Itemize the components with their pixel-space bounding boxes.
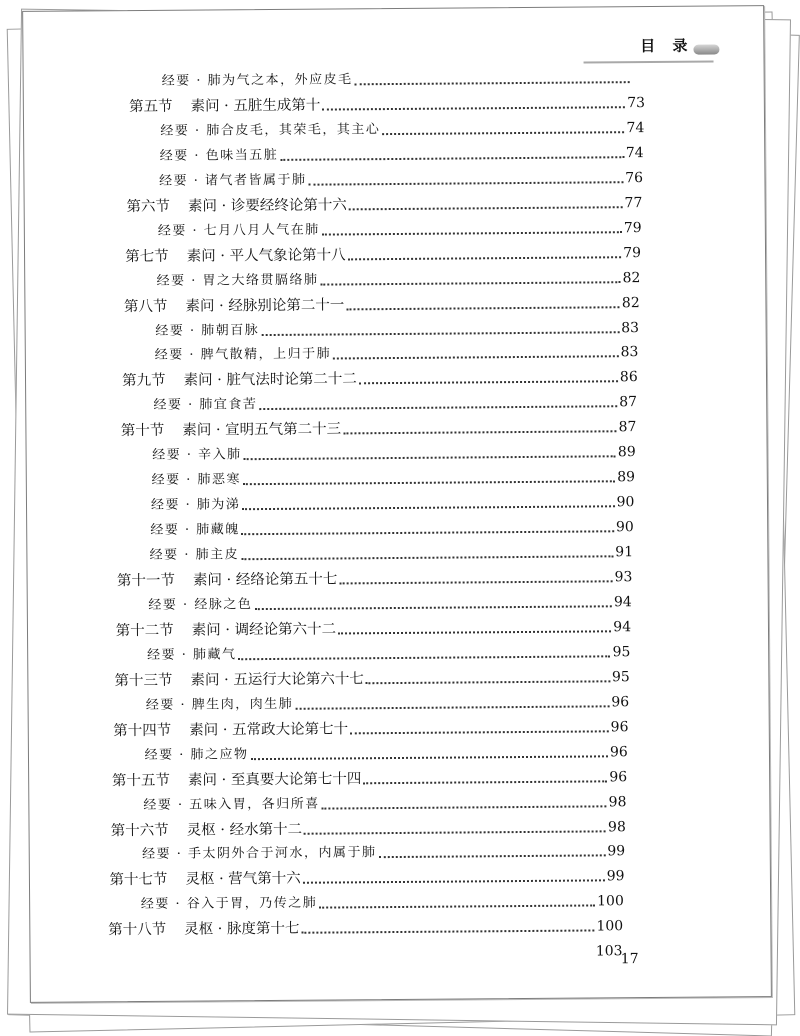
toc-title: 经要 · 诸气者皆属于肺 <box>159 172 307 188</box>
toc-section-number: 第十六节 <box>111 822 169 838</box>
toc-page-number: 83 <box>620 344 638 362</box>
running-header-title: 目 录 <box>640 35 693 56</box>
toc-leader-dots <box>333 356 618 360</box>
toc-title: 灵枢 · 经水第十二 <box>187 821 302 838</box>
toc-entry-row <box>144 737 627 765</box>
toc-page-number: 99 <box>607 868 625 886</box>
toc-leader-dots <box>348 256 622 260</box>
toc-label <box>155 346 332 365</box>
toc-entry-row <box>151 462 635 490</box>
toc-label <box>126 196 346 216</box>
toc-entry-row <box>150 537 634 565</box>
toc-leader-dots <box>254 605 612 610</box>
toc-label <box>116 620 336 640</box>
toc-section-row <box>126 188 642 216</box>
toc-label <box>157 271 319 290</box>
toc-page-number: 90 <box>616 518 634 536</box>
toc-title: 经要 · 肺为气之本，外应皮毛 <box>162 72 353 88</box>
toc-label <box>152 446 242 465</box>
toc-page-number: 89 <box>618 443 636 461</box>
toc-title: 经要 · 手太阴外合于河水，内属于肺 <box>142 846 377 863</box>
toc-label <box>146 696 294 715</box>
header-ornament <box>693 44 719 54</box>
toc-section-row <box>121 412 637 440</box>
toc-section-number: 第十五节 <box>112 772 170 788</box>
toc-page-number: 83 <box>621 319 639 337</box>
toc-leader-dots <box>359 381 618 385</box>
toc-label <box>145 746 249 765</box>
toc-section-number: 第十三节 <box>114 673 172 689</box>
toc-title: 经要 · 五味入胃，各归所喜 <box>143 796 320 812</box>
toc-label <box>129 97 320 117</box>
toc-page-number: 77 <box>624 194 642 212</box>
toc-entry-row <box>139 936 622 964</box>
toc-entry-row <box>153 387 637 415</box>
table-of-contents <box>23 6 763 12</box>
toc-leader-dots <box>363 780 607 784</box>
toc-section-row <box>124 288 640 316</box>
toc-section-row <box>109 862 624 890</box>
toc-title: 素问 · 诊要经终论第十六 <box>188 197 347 214</box>
toc-label <box>162 71 353 90</box>
document-page <box>22 5 772 1003</box>
toc-leader-dots <box>350 730 609 734</box>
toc-title: 经要 · 肺之应物 <box>145 747 249 763</box>
toc-leader-dots <box>239 655 611 660</box>
toc-label <box>125 246 345 266</box>
toc-title: 经要 · 色味当五脏 <box>160 148 279 164</box>
toc-label <box>141 895 318 914</box>
toc-section-number: 第九节 <box>122 373 166 389</box>
toc-title: 素问 · 五脏生成第十 <box>190 98 320 115</box>
toc-entry-row <box>141 887 624 915</box>
toc-label <box>147 646 237 665</box>
toc-page-number: 96 <box>609 768 627 786</box>
toc-label <box>111 820 302 840</box>
toc-leader-dots <box>309 181 624 185</box>
toc-page-number: 100 <box>596 918 623 936</box>
toc-leader-dots <box>304 830 606 834</box>
toc-title: 经要 · 脾生肉，肉生肺 <box>146 697 294 713</box>
toc-leader-dots <box>243 480 615 485</box>
toc-title: 经要 · 肺藏魄 <box>150 522 240 538</box>
toc-section-row <box>116 612 632 640</box>
toc-section-row <box>113 712 628 740</box>
toc-leader-dots <box>244 456 616 461</box>
toc-entry-row <box>148 587 632 615</box>
toc-title: 经要 · 肺朝百脉 <box>155 323 259 339</box>
toc-leader-dots <box>382 131 624 135</box>
toc-title: 经要 · 肺恶寒 <box>151 472 241 488</box>
toc-section-number: 第五节 <box>129 99 173 115</box>
toc-entry-row <box>162 63 646 91</box>
toc-page-number: 98 <box>608 818 626 836</box>
toc-title: 灵枢 · 脉度第十七 <box>184 921 299 938</box>
toc-section-number: 第六节 <box>126 199 170 215</box>
toc-section-row <box>114 662 629 690</box>
toc-page-number: 73 <box>627 94 645 112</box>
toc-entry-row <box>155 313 639 341</box>
toc-leader-dots <box>339 580 612 584</box>
toc-section-row <box>108 912 623 940</box>
toc-title: 素问 · 脏气法时论第二十二 <box>184 372 357 389</box>
toc-title: 素问 · 五运行大论第六十七 <box>190 671 363 688</box>
toc-leader-dots <box>242 505 614 510</box>
toc-page-number: 100 <box>597 893 624 911</box>
toc-page-number: 79 <box>623 244 641 262</box>
toc-title: 素问 · 五常政大论第七十 <box>189 721 348 738</box>
toc-entry-row <box>152 437 636 465</box>
toc-label <box>122 371 357 391</box>
toc-label <box>151 471 241 490</box>
toc-page-number: 74 <box>626 119 644 137</box>
toc-label <box>124 296 344 316</box>
toc-entry-row <box>160 138 644 166</box>
toc-entry-row <box>143 787 626 815</box>
toc-title: 经要 · 七月八月人气在肺 <box>158 222 320 238</box>
toc-entry-row <box>156 263 640 291</box>
toc-leader-dots <box>338 630 611 634</box>
toc-page-number: 93 <box>615 568 633 586</box>
toc-leader-dots <box>295 705 609 709</box>
toc-title: 经要 · 肺为涕 <box>151 497 241 513</box>
toc-title: 经要 · 肺宜食苦 <box>153 397 257 413</box>
toc-leader-dots <box>303 880 605 884</box>
toc-section-row <box>129 88 645 116</box>
toc-title: 经要 · 经脉之色 <box>148 597 252 613</box>
toc-label <box>150 546 240 565</box>
toc-page-number: 103 <box>596 942 623 960</box>
toc-section-row <box>117 562 633 590</box>
toc-entry-row <box>160 113 644 141</box>
toc-label <box>151 496 241 515</box>
toc-leader-dots <box>242 530 614 535</box>
toc-entry-row <box>150 512 634 540</box>
toc-page-number: 87 <box>619 393 637 411</box>
toc-title: 素问 · 平人气象论第十八 <box>187 247 346 264</box>
toc-label <box>159 171 307 190</box>
toc-title: 经要 · 谷入于胃，乃传之肺 <box>141 896 318 912</box>
toc-section-number: 第十一节 <box>117 573 175 589</box>
toc-label <box>160 147 279 166</box>
toc-leader-dots <box>346 306 620 310</box>
toc-page-number: 82 <box>622 294 640 312</box>
toc-leader-dots <box>259 406 617 411</box>
toc-page-number: 96 <box>611 718 629 736</box>
toc-entry-row <box>142 837 625 865</box>
toc-leader-dots <box>322 805 607 809</box>
toc-label <box>112 770 361 790</box>
toc-entry-row <box>147 637 631 665</box>
toc-entry-row <box>158 213 642 241</box>
toc-leader-dots <box>355 81 630 85</box>
toc-section-number: 第十八节 <box>108 922 166 938</box>
toc-page-number: 74 <box>626 144 644 162</box>
toc-label <box>153 396 257 415</box>
toc-section-number: 第十四节 <box>113 722 171 738</box>
toc-page-number: 76 <box>625 169 643 187</box>
toc-page-number: 98 <box>609 793 627 811</box>
toc-title: 经要 · 胃之大络贯膈络肺 <box>157 272 319 288</box>
toc-page-number: 86 <box>620 368 638 386</box>
toc-title: 经要 · 肺主皮 <box>150 547 240 563</box>
toc-leader-dots <box>349 206 623 210</box>
toc-section-number: 第八节 <box>124 298 168 314</box>
toc-section-number: 第十二节 <box>116 623 174 639</box>
toc-page-number: 95 <box>612 668 630 686</box>
toc-page-number: 90 <box>617 493 635 511</box>
toc-section-row <box>111 812 626 840</box>
toc-title: 素问 · 经脉别论第二十一 <box>185 297 344 314</box>
toc-leader-dots <box>280 156 624 161</box>
toc-label <box>121 421 341 441</box>
toc-leader-dots <box>241 555 613 560</box>
toc-section-number: 第七节 <box>125 248 169 264</box>
page-number: 17 <box>621 951 639 967</box>
toc-page-number: 94 <box>614 593 632 611</box>
toc-title: 素问 · 宣明五气第二十三 <box>182 422 341 439</box>
toc-page-number: 87 <box>618 418 636 436</box>
toc-leader-dots <box>322 231 622 235</box>
toc-section-row <box>112 762 627 790</box>
toc-title: 素问 · 至真要大论第七十四 <box>188 771 361 788</box>
toc-title: 经要 · 辛入肺 <box>152 447 242 463</box>
toc-page-number: 99 <box>607 843 625 861</box>
toc-section-number: 第十节 <box>121 423 165 439</box>
toc-page-number: 91 <box>615 543 633 561</box>
toc-page-number: 79 <box>624 219 642 237</box>
toc-title: 经要 · 肺藏气 <box>147 647 237 663</box>
toc-label <box>160 121 380 141</box>
toc-label <box>108 920 299 940</box>
toc-leader-dots <box>366 680 610 684</box>
toc-section-number: 第十七节 <box>109 872 167 888</box>
toc-entry-row <box>159 163 643 191</box>
toc-section-row <box>125 238 641 266</box>
toc-section-row <box>122 362 638 390</box>
toc-label <box>142 845 377 865</box>
toc-page-number: 82 <box>622 269 640 287</box>
toc-title: 素问 · 调经论第六十二 <box>192 621 336 638</box>
toc-title: 灵枢 · 营气第十六 <box>185 871 300 888</box>
toc-entry-row <box>151 487 635 515</box>
toc-label <box>148 596 252 615</box>
toc-label <box>150 521 240 540</box>
toc-page-number: 89 <box>617 468 635 486</box>
toc-title: 经要 · 肺合皮毛，其荣毛，其主心 <box>160 122 380 139</box>
toc-leader-dots <box>319 905 595 909</box>
toc-label <box>155 322 259 341</box>
toc-label <box>109 870 300 890</box>
toc-label <box>143 795 320 814</box>
toc-label <box>117 570 337 590</box>
toc-page-number: 96 <box>610 743 628 761</box>
toc-page-number: 94 <box>613 618 631 636</box>
toc-page-number: 96 <box>611 693 629 711</box>
toc-label <box>158 221 320 240</box>
toc-title: 经要 · 脾气散精，上归于肺 <box>155 347 332 363</box>
toc-entry-row <box>146 687 629 715</box>
toc-leader-dots <box>302 930 595 934</box>
toc-leader-dots <box>321 281 621 285</box>
toc-page-number: 95 <box>613 643 631 661</box>
toc-leader-dots <box>343 431 616 435</box>
toc-leader-dots <box>378 855 605 859</box>
toc-label <box>113 720 348 740</box>
toc-leader-dots <box>322 106 625 110</box>
toc-title: 素问 · 经络论第五十七 <box>193 571 337 588</box>
toc-label <box>114 670 363 690</box>
toc-entry-row <box>155 338 639 366</box>
toc-leader-dots <box>261 331 619 336</box>
toc-leader-dots <box>251 755 608 760</box>
